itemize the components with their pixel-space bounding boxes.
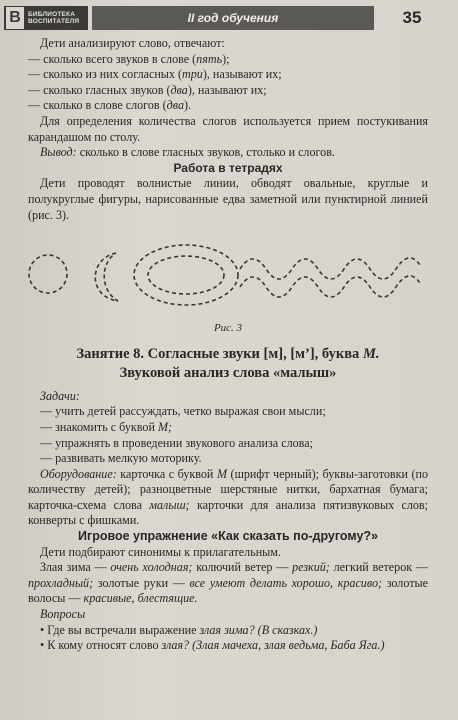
section-title: II год обучения xyxy=(92,6,374,30)
series-logo xyxy=(4,6,88,30)
list-item: — сколько всего звуков в слове (пять); xyxy=(28,51,230,66)
synonyms-paragraph: Злая зима — очень холодная; колючий ветер — резкий; легкий ветерок — прохладный; золотые руки — все умеют делать хорошо, красиво; золотые волосы — красивые, блестящие. xyxy=(28,560,428,606)
tasks-label: Задачи: xyxy=(40,388,80,403)
lesson-title: Занятие 8. Согласные звуки [м], [м’], буква М. xyxy=(76,345,380,362)
question-item: • К кому относят слово злая? (Злая мачеха, злая ведьма, Баба Яга.) xyxy=(40,638,385,653)
page-content xyxy=(28,36,428,654)
list-item: — сколько из них согласных (три), называют их; xyxy=(28,67,282,82)
intro-line: Дети анализируют слово, отвечают: xyxy=(40,36,225,50)
paragraph: Дети проводят волнистые линии, обводят овальные, круглые и полукруглые фигуры, нарисованные едва заметной или пунктирной линией (рис. 3). xyxy=(28,176,428,222)
figure-caption: Рис. 3 xyxy=(213,322,243,335)
list-item: — сколько гласных звуков (два), называют их; xyxy=(28,82,267,97)
list-item: — развивать мелкую моторику. xyxy=(40,451,202,466)
page-number: 35 xyxy=(402,8,422,27)
logo-letter: B xyxy=(6,7,24,29)
logo-line-1: БИБЛИОТЕКА xyxy=(28,10,76,18)
dashed-oval-inner xyxy=(148,256,224,294)
dashed-oval-outer xyxy=(134,245,238,305)
lesson-subtitle: Звуковой анализ слова «малыш» xyxy=(119,364,337,381)
running-header xyxy=(0,6,458,30)
list-item: — знакомить с буквой М; xyxy=(40,419,173,434)
conclusion: Вывод: сколько в слове гласных звуков, столько и слогов. xyxy=(40,145,335,160)
list-item: — учить детей рассуждать, четко выражая свои мысли; xyxy=(40,404,326,419)
list-item: — упражнять в проведении звукового анализа слова; xyxy=(40,435,313,450)
paragraph: Дети подбирают синонимы к прилагательным. xyxy=(40,544,281,559)
dashed-wavy-line-top xyxy=(240,258,420,279)
logo-line-2: ВОСПИТАТЕЛЯ xyxy=(28,18,80,25)
section-heading-game: Игровое упражнение «Как сказать по-другому?» xyxy=(78,529,378,544)
questions-label: Вопросы xyxy=(40,607,86,622)
figure-3 xyxy=(28,229,428,321)
list-item: — сколько в слове слогов (два). xyxy=(28,98,192,113)
dashed-shapes-drawing xyxy=(28,229,428,321)
logo-text xyxy=(28,11,79,26)
section-heading-work: Работа в тетрадях xyxy=(173,160,283,175)
equipment-paragraph: Оборудование: карточка с буквой М (шрифт черный); буквы-заготовки (по количеству детей); разноцветные шерстяные нитки, бархатная бумага; карточка-схема слова малыш; карточки для анализа пятизвуковых слов; конверты с фишками. xyxy=(28,466,428,528)
paragraph: Для определения количества слогов используется прием постукивания карандашом по столу. xyxy=(28,113,428,144)
question-item: • Где вы встречали выражение злая зима? (В сказках.) xyxy=(40,622,318,637)
dashed-crescent-shape xyxy=(95,253,118,301)
dashed-wavy-line-bottom xyxy=(240,276,420,297)
dashed-circle-shape xyxy=(29,255,67,293)
